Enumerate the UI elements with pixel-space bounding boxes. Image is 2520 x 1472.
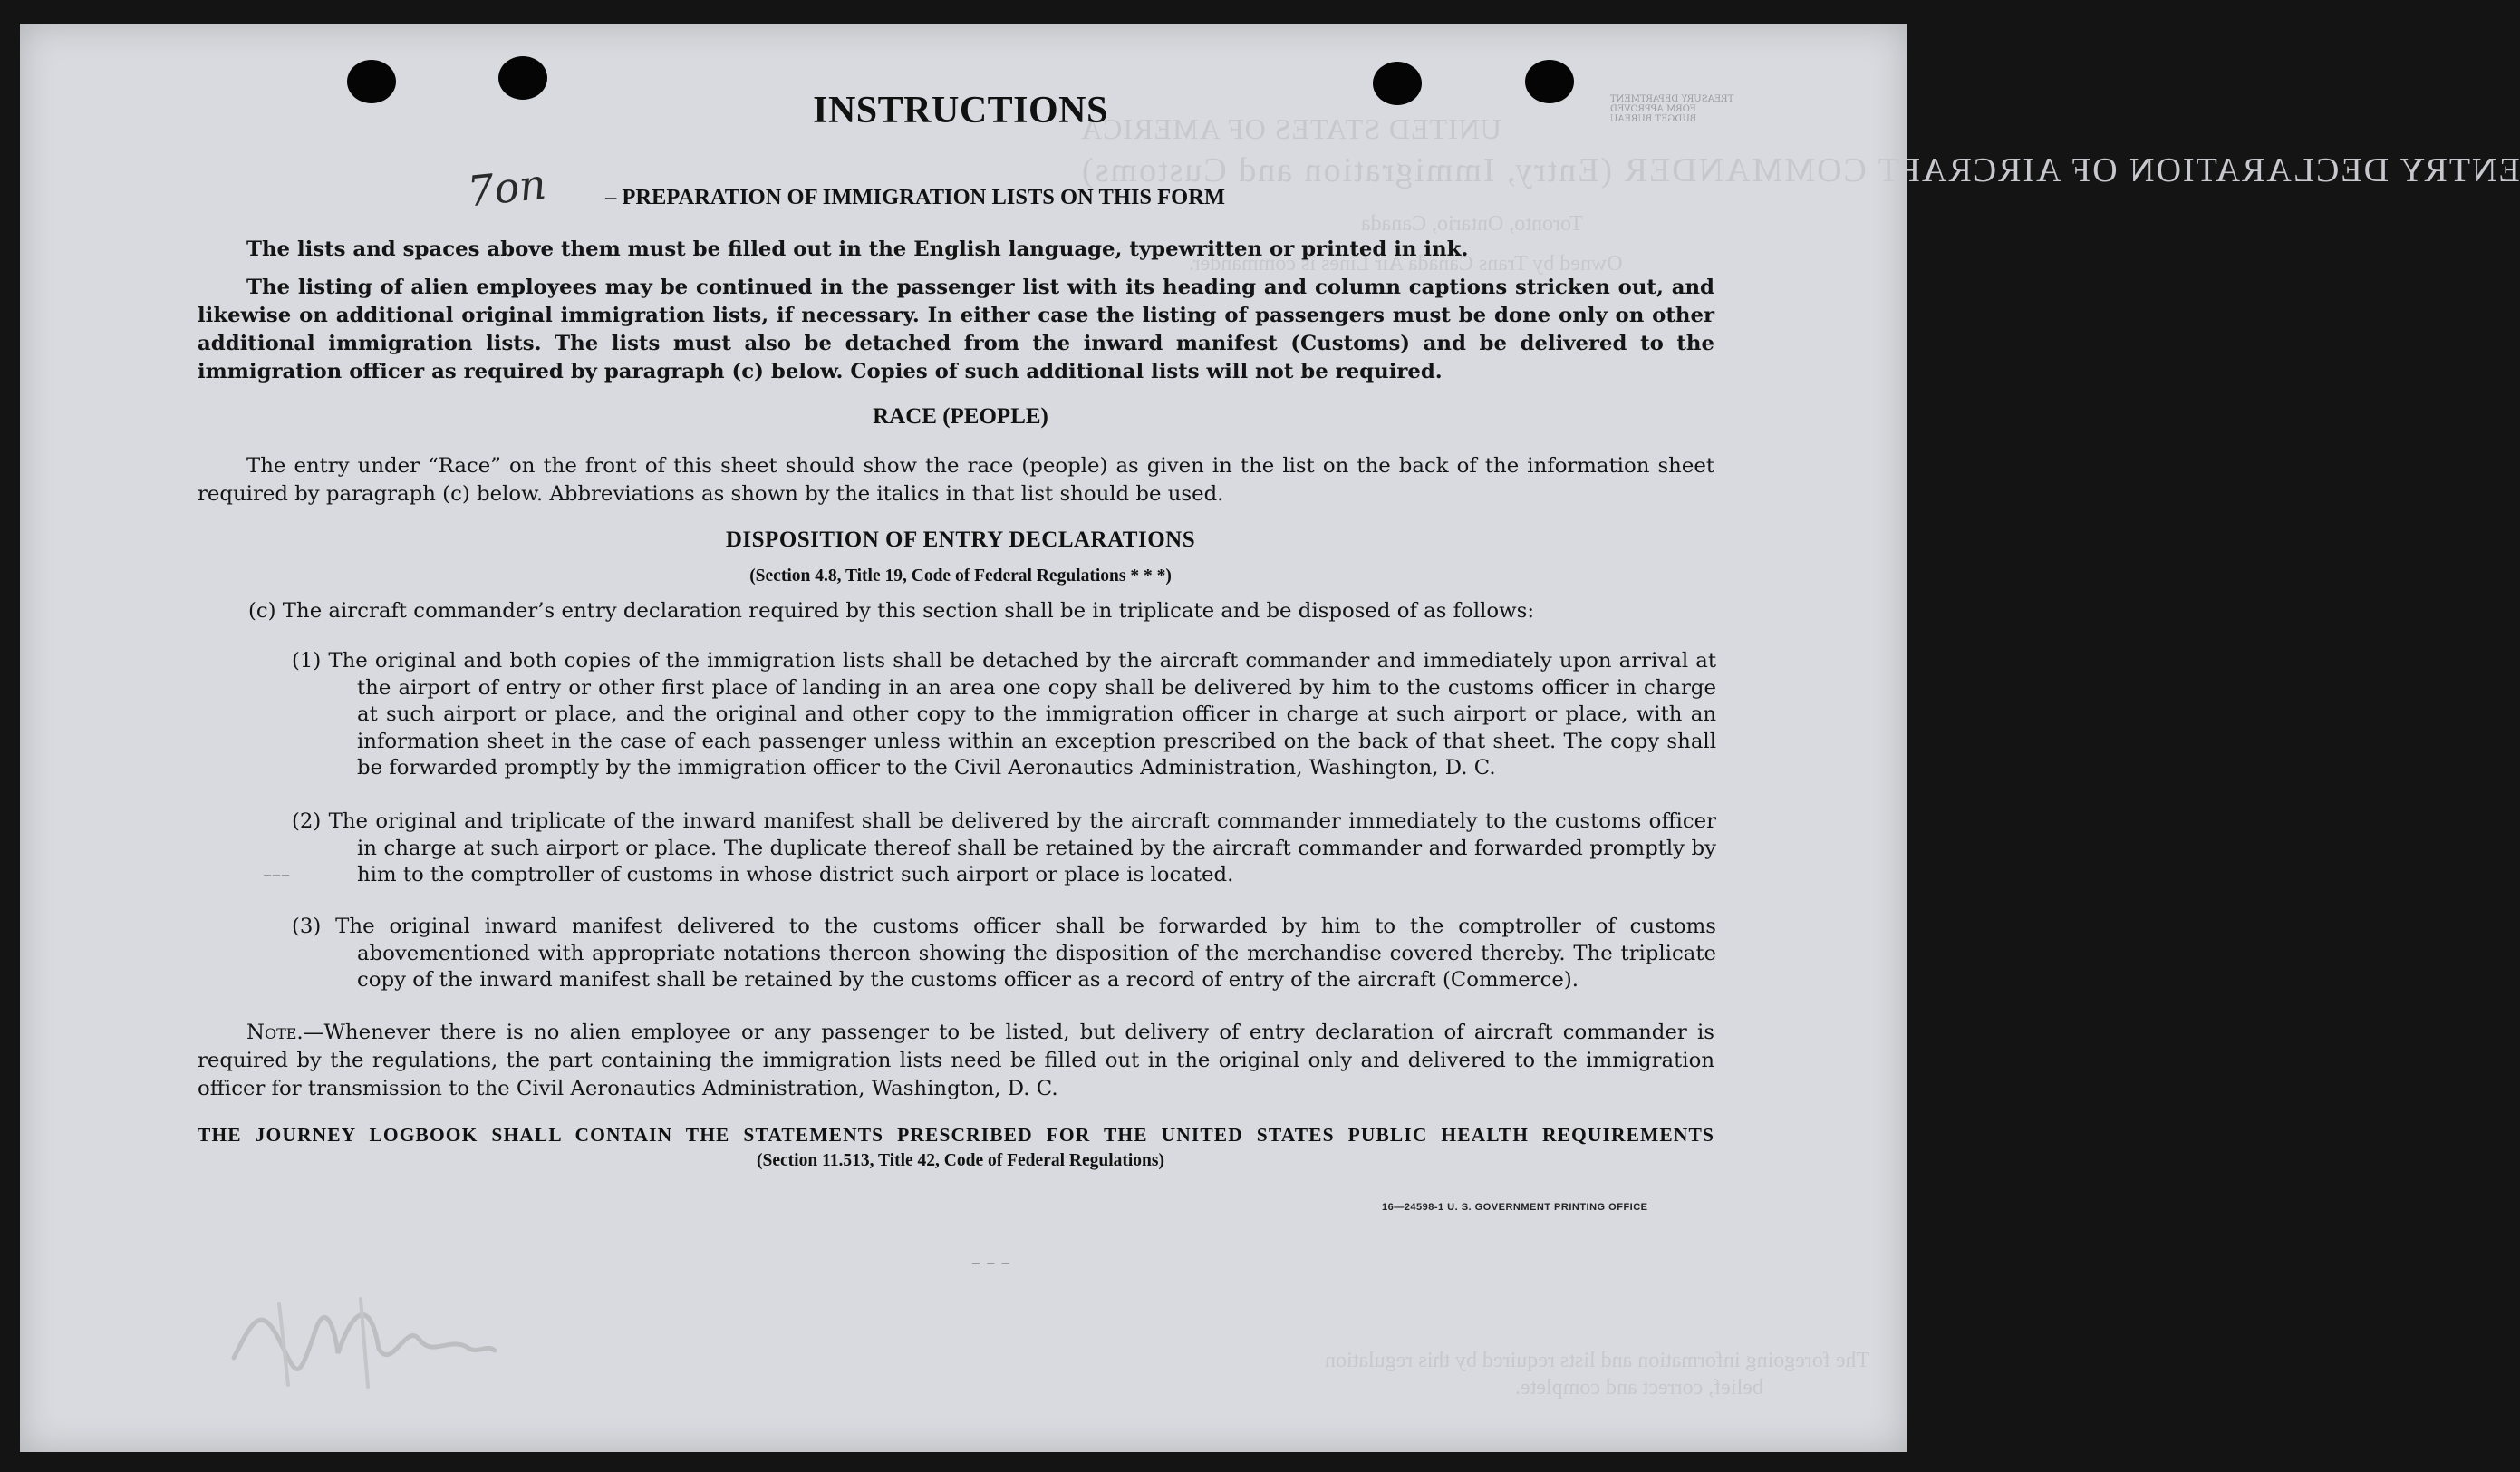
bleed-through-text: UNITED STATES OF AMERICA — [1080, 112, 1502, 145]
section-heading-disposition: DISPOSITION OF ENTRY DECLARATIONS — [725, 528, 1196, 552]
bleed-through-text: Toronto, Ontario, Canada — [1361, 212, 1583, 236]
printing-office-code: 16—24598-1 U. S. GOVERNMENT PRINTING OFFICE — [1382, 1202, 1648, 1213]
list-item-1: (1) The original and both copies of the immigration lists shall be detached by the aircraft commander and immediately upon arrival at the airport of entry or other first place of landing in an area one copy shall be delivered by him to the customs officer in charge at such airport or place, and the original and other copy to the immigration officer in charge at such airport or place, with an information sheet in the case of each passenger unless within an exception prescribed on the back of that sheet. The copy shall be forwarded promptly by the immigration officer to the Civil Aeronautics Administration, Washington, D. C. — [292, 649, 1716, 780]
note-text: —Whenever there is no alien employee or any passenger to be listed, but delivery of entry declaration of aircraft commander is required by the regulations, the part containing the immigration lists need be filled out in the original only and delivered to the immigration officer for transmission to the Civil Aeronautics Administration, Washington, D. C. — [198, 1021, 1714, 1100]
public-health-statement: THE JOURNEY LOGBOOK SHALL CONTAIN THE STATEMENTS PRESCRIBED FOR THE UNITED STATES PUBLIC HEALTH REQUIREMENTS — [198, 1124, 1714, 1146]
signature-scribble — [225, 1285, 497, 1394]
section-heading-race: RACE (PEOPLE) — [873, 404, 1048, 429]
paragraph-race: The entry under “Race” on the front of this sheet should show the race (people) as given in the list on the back of the information sheet required by paragraph (c) below. Abbreviations as shown by the italics in that list should be used. — [198, 454, 1714, 506]
page-title: INSTRUCTIONS — [813, 90, 1108, 131]
paragraph-english-language: The lists and spaces above them must be filled out in the English language, typewritten or printed in ink. — [246, 237, 1469, 261]
bleed-through-text: ENTRY DECLARATION OF AIRCRAFT COMMANDER (Entry, Immigration and Customs) — [1080, 151, 2520, 189]
stamp-mark: TREASURY DEPARTMENT FORM APPROVED BUDGET BUREAU — [1610, 94, 1734, 124]
section-heading-preparation: – PREPARATION OF IMMIGRATION LISTS ON THIS FORM — [605, 185, 1226, 209]
list-item-3: (3) The original inward manifest delivered to the customs officer shall be forwarded by him to the comptroller of customs abovementioned with appropriate notations thereon showing the disposition of the merchandise covered thereby. The triplicate copy of the inward manifest shall be retained by the customs officer as a record of entry of the aircraft (Commerce). — [292, 915, 1716, 992]
note-label: Note. — [246, 1021, 304, 1044]
handwritten-note: 7on — [465, 159, 549, 217]
bleed-through-text: Owned by Trans Canada Air Lines is commander. — [1189, 252, 1623, 276]
bleed-through-text: belief, correct and complete. — [1515, 1376, 1763, 1399]
stray-mark: – – – — [971, 1251, 1010, 1273]
paragraph-c-intro: (c) The aircraft commander’s entry declaration required by this section shall be in triplicate and be disposed of as follows: — [248, 599, 1535, 623]
stray-mark: ––– — [263, 863, 290, 885]
paragraph-alien-employees: The listing of alien employees may be continued in the passenger list with its heading and column captions stricken out, and likewise on additional original immigration lists, if necessary. In either case the listing of passengers must be done only on other additional immigration lists. The lists must also be detached from the inward manifest (Customs) and be delivered to the immigration officer as required by paragraph (c) below. Copies of such additional lists will not be required. — [198, 276, 1714, 383]
note-paragraph — [198, 1019, 1714, 1103]
bleed-through-text: The foregoing information and lists required by this regulation — [1325, 1349, 1870, 1372]
public-health-citation: (Section 11.513, Title 42, Code of Federal Regulations) — [757, 1151, 1164, 1170]
list-item-2: (2) The original and triplicate of the inward manifest shall be delivered by the aircraft commander immediately to the customs officer in charge at such airport or place. The duplicate thereof shall be retained by the aircraft commander and forwarded promptly by him to the comptroller of customs in whose district such airport or place is located. — [292, 809, 1716, 886]
section-citation: (Section 4.8, Title 19, Code of Federal Regulations * * *) — [749, 567, 1172, 586]
